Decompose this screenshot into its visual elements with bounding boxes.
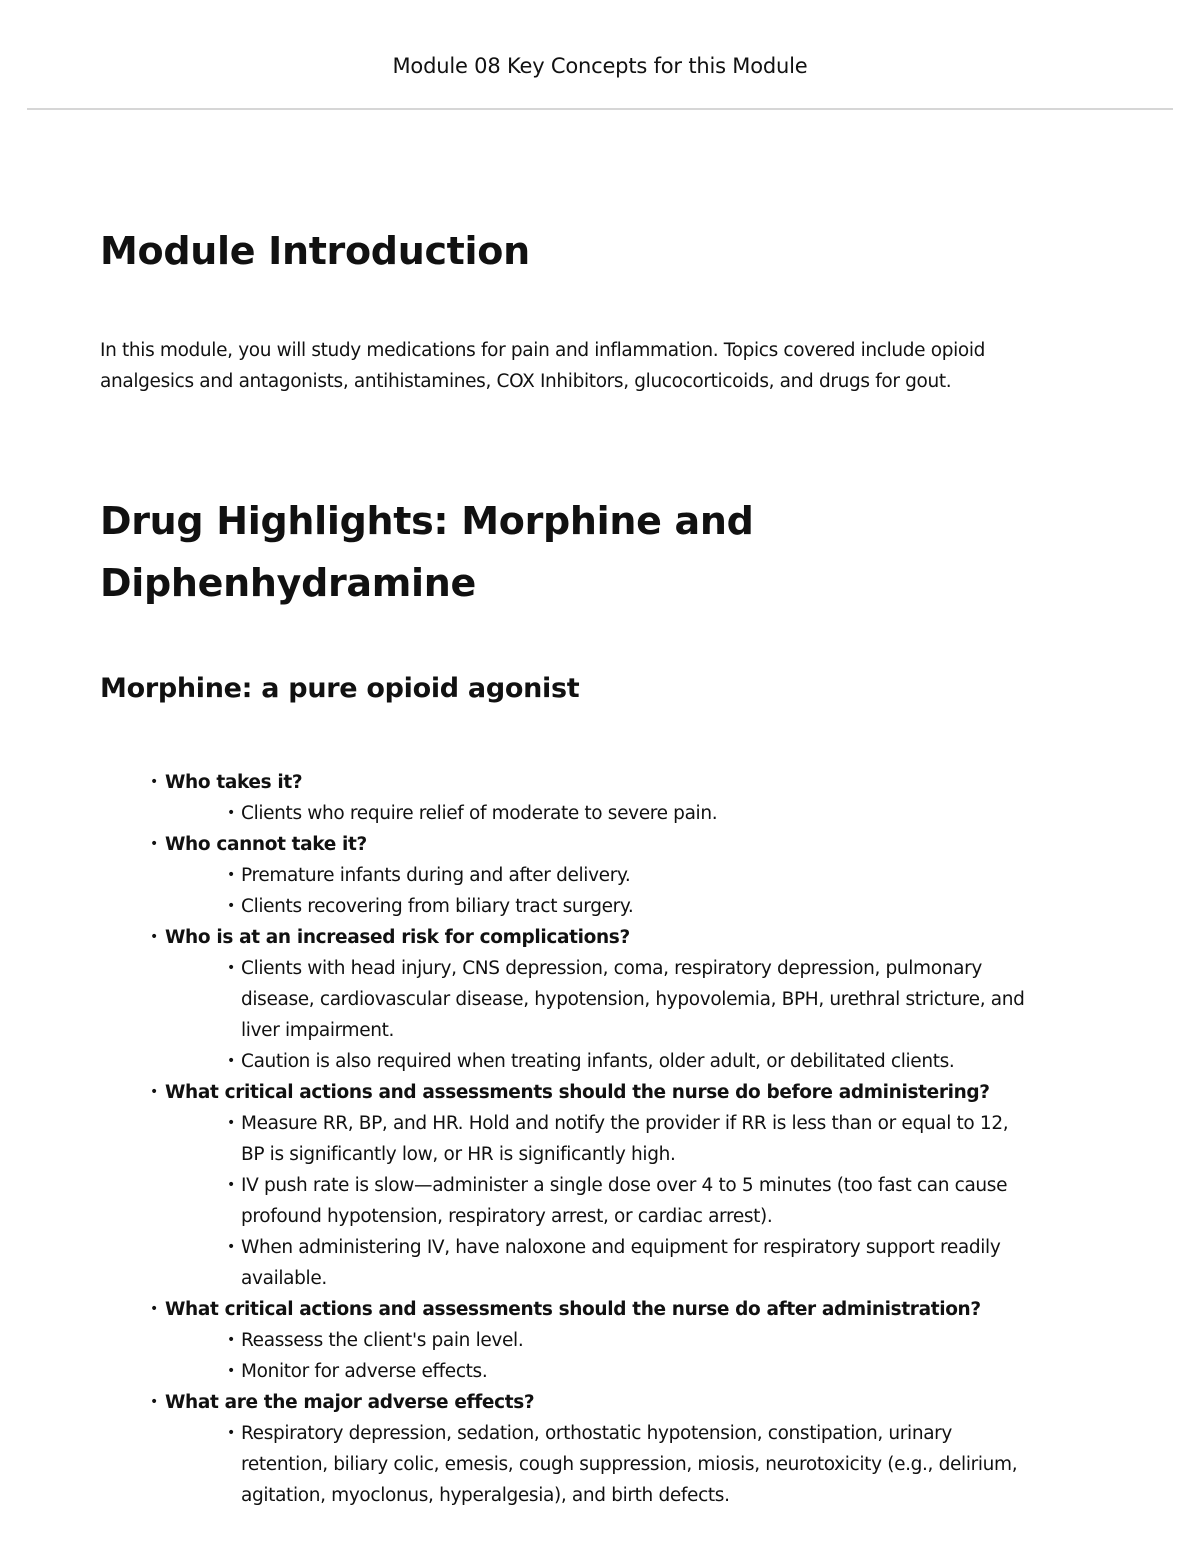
answer-item: • When administering IV, have naloxone and equipment for respiratory support readily available. <box>227 1232 1030 1294</box>
answer-list <box>165 953 1030 1077</box>
answer-item: • Clients with head injury, CNS depression, coma, respiratory depression, pulmonary disease, cardiovascular disease, hypotension, hypovolemia, BPH, urethral stricture, and liver impairment. <box>227 953 1030 1046</box>
question: Who takes it? <box>165 772 303 793</box>
answer-item: • Monitor for adverse effects. <box>227 1356 1030 1387</box>
answer-item: • IV push rate is slow—administer a single dose over 4 to 5 minutes (too fast can cause profound hypotension, respiratory arrest, or cardiac arrest). <box>227 1170 1030 1232</box>
answer-list <box>165 1325 1030 1387</box>
question: Who cannot take it? <box>165 834 367 855</box>
page-header: Module 08 Key Concepts for this Module <box>392 54 808 78</box>
drug-highlights-heading: Drug Highlights: Morphine and Diphenhydramine <box>100 499 754 605</box>
module-introduction-heading: Module Introduction <box>100 229 530 273</box>
answer-item: • Reassess the client's pain level. <box>227 1325 1030 1356</box>
qa-item-before-administering <box>150 1077 1030 1294</box>
answer-item: • Premature infants during and after delivery. <box>227 860 1030 891</box>
answer-list <box>165 1418 1030 1511</box>
qa-item-adverse-effects <box>150 1387 1030 1511</box>
module-introduction-text: In this module, you will study medications for pain and inflammation. Topics covered include opioid analgesics and antagonists, antihistamines, COX Inhibitors, glucocorticoids, and drugs for gout. <box>100 340 986 392</box>
header-divider <box>27 108 1173 110</box>
answer-list <box>165 798 1030 829</box>
answer-list <box>165 860 1030 922</box>
qa-item-increased-risk <box>150 922 1030 1077</box>
question: Who is at an increased risk for complications? <box>165 927 630 948</box>
answer-list <box>165 1108 1030 1294</box>
qa-item-who-cannot-take <box>150 829 1030 922</box>
answer-item: • Clients who require relief of moderate to severe pain. <box>227 798 1030 829</box>
morphine-heading: Morphine: a pure opioid agonist <box>100 673 580 704</box>
answer-item: • Measure RR, BP, and HR. Hold and notify the provider if RR is less than or equal to 12, BP is significantly low, or HR is significantly high. <box>227 1108 1030 1170</box>
answer-item: • Respiratory depression, sedation, orthostatic hypotension, constipation, urinary retention, biliary colic, emesis, cough suppression, miosis, neurotoxicity (e.g., delirium, agitation, myoclonus, hyperalgesia), and birth defects. <box>227 1418 1030 1511</box>
answer-item: • Caution is also required when treating infants, older adult, or debilitated clients. <box>227 1046 1030 1077</box>
qa-item-who-takes <box>150 767 1030 829</box>
question: What critical actions and assessments should the nurse do before administering? <box>165 1082 990 1103</box>
qa-item-after-administration <box>150 1294 1030 1387</box>
morphine-qa-list <box>150 767 1030 1511</box>
question: What are the major adverse effects? <box>165 1392 535 1413</box>
answer-item: • Clients recovering from biliary tract surgery. <box>227 891 1030 922</box>
question: What critical actions and assessments should the nurse do after administration? <box>165 1299 981 1320</box>
